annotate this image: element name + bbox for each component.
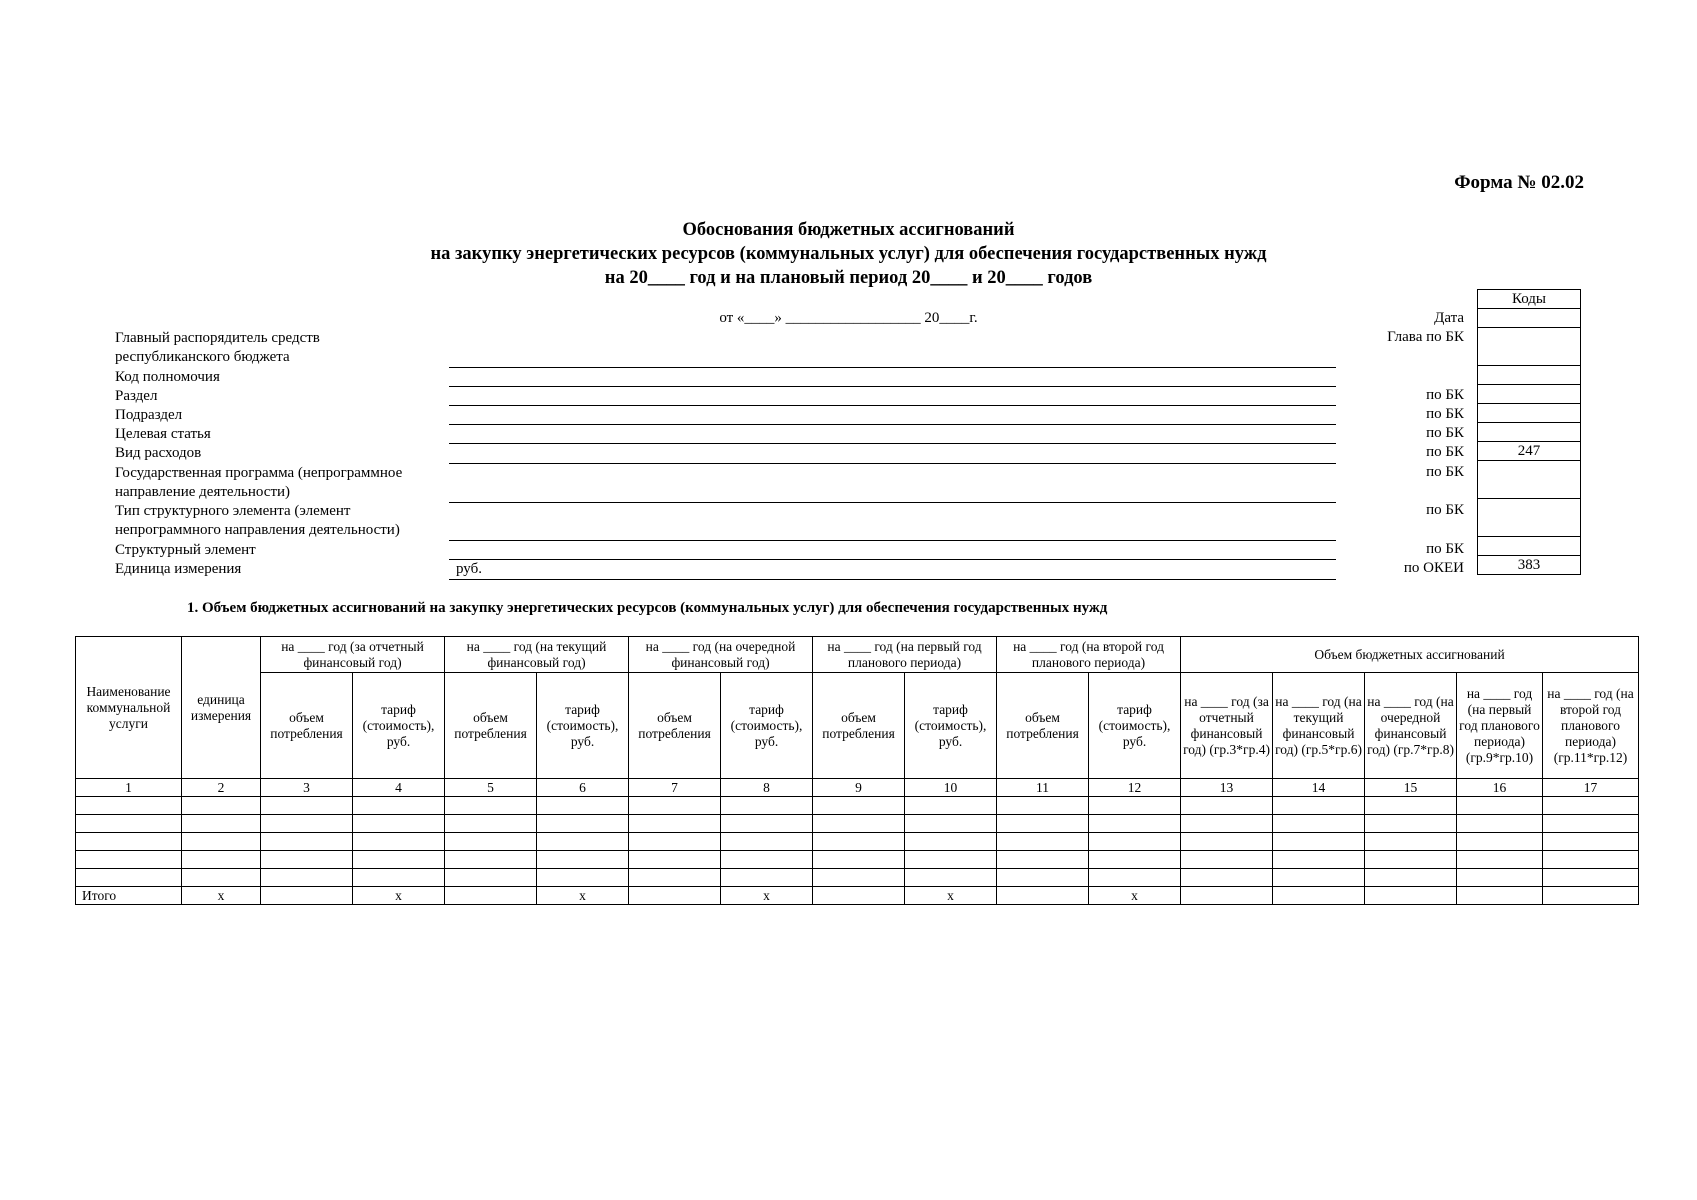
table-cell[interactable] bbox=[76, 851, 182, 869]
table-cell[interactable] bbox=[1543, 869, 1639, 887]
table-cell[interactable] bbox=[905, 869, 997, 887]
col-header-period-current: на ____ год (на текущий финансовый год) bbox=[445, 637, 629, 673]
col-number: 10 bbox=[905, 779, 997, 797]
table-cell[interactable] bbox=[1543, 851, 1639, 869]
table-cell[interactable] bbox=[1181, 833, 1273, 851]
x-mark: х bbox=[905, 887, 997, 905]
col-header-budget: Объем бюджетных ассигнований bbox=[1181, 637, 1639, 673]
col-header-budget-15: на ____ год (на очередной финансовый год) (гр.7*гр.8) bbox=[1365, 673, 1457, 779]
code-cell-structure-element[interactable] bbox=[1478, 537, 1581, 556]
col-number: 3 bbox=[261, 779, 353, 797]
table-cell[interactable] bbox=[1181, 851, 1273, 869]
col-header-period-plan-2: на ____ год (на второй год планового периода) bbox=[997, 637, 1181, 673]
table-cell[interactable] bbox=[1365, 851, 1457, 869]
col-header-volume-11: объем потребления bbox=[997, 673, 1089, 779]
header-row-1 bbox=[76, 637, 1639, 673]
x-mark: х bbox=[537, 887, 629, 905]
col-header-service-name: Наименование коммунальной услуги bbox=[76, 637, 182, 779]
field-label-expense-type: Вид расходов bbox=[115, 445, 202, 461]
field-line-section[interactable] bbox=[449, 405, 1336, 406]
table-cell[interactable] bbox=[261, 851, 353, 869]
table-cell[interactable] bbox=[537, 815, 629, 833]
col-header-tariff-10: тариф (стоимость), руб. bbox=[905, 673, 997, 779]
codes-table bbox=[1477, 289, 1581, 575]
table-cell[interactable] bbox=[1181, 815, 1273, 833]
table-cell[interactable] bbox=[1543, 887, 1639, 905]
field-label-main-manager: Главный распорядитель средств республиканского бюджета bbox=[115, 330, 320, 365]
col-number: 1 bbox=[76, 779, 182, 797]
field-line-expense-type[interactable] bbox=[449, 463, 1336, 464]
table-cell[interactable] bbox=[1543, 815, 1639, 833]
table-cell[interactable] bbox=[353, 851, 445, 869]
table-cell[interactable] bbox=[905, 851, 997, 869]
col-header-volume-5: объем потребления bbox=[445, 673, 537, 779]
table-cell[interactable] bbox=[721, 851, 813, 869]
table-cell[interactable] bbox=[1273, 797, 1365, 815]
allocations-table bbox=[75, 636, 1639, 905]
field-line-unit[interactable] bbox=[449, 579, 1336, 580]
col-header-volume-3: объем потребления bbox=[261, 673, 353, 779]
x-mark: х bbox=[721, 887, 813, 905]
table-cell[interactable] bbox=[1457, 851, 1543, 869]
table-cell[interactable] bbox=[1457, 869, 1543, 887]
table-cell[interactable] bbox=[905, 815, 997, 833]
codes-label-subsection: по БК bbox=[1426, 406, 1464, 422]
table-cell[interactable] bbox=[629, 833, 721, 851]
table-cell[interactable] bbox=[1089, 815, 1181, 833]
table-cell[interactable] bbox=[182, 833, 261, 851]
table-row bbox=[76, 797, 1639, 815]
table-cell[interactable] bbox=[813, 887, 905, 905]
table-cell[interactable] bbox=[537, 797, 629, 815]
table-row bbox=[76, 869, 1639, 887]
code-cell-subsection[interactable] bbox=[1478, 404, 1581, 423]
table-cell[interactable] bbox=[1457, 833, 1543, 851]
table-cell[interactable] bbox=[1181, 869, 1273, 887]
col-header-unit: единица измерения bbox=[182, 637, 261, 779]
column-numbers-row bbox=[76, 779, 1639, 797]
table-cell[interactable] bbox=[1273, 887, 1365, 905]
code-cell-date[interactable] bbox=[1478, 309, 1581, 328]
col-header-period-reporting: на ____ год (за отчетный финансовый год) bbox=[261, 637, 445, 673]
table-cell[interactable] bbox=[76, 797, 182, 815]
table-cell[interactable] bbox=[629, 815, 721, 833]
field-line-main-manager[interactable] bbox=[449, 367, 1336, 368]
table-cell[interactable] bbox=[353, 869, 445, 887]
table-cell[interactable] bbox=[445, 887, 537, 905]
table-cell[interactable] bbox=[261, 869, 353, 887]
table-cell[interactable] bbox=[905, 797, 997, 815]
codes-label-structure-type: по БК bbox=[1426, 502, 1464, 518]
codes-header: Коды bbox=[1478, 290, 1581, 309]
table-cell[interactable] bbox=[1457, 815, 1543, 833]
table-cell[interactable] bbox=[997, 869, 1089, 887]
table-cell[interactable] bbox=[1273, 833, 1365, 851]
col-number: 12 bbox=[1089, 779, 1181, 797]
code-cell-okei[interactable]: 383 bbox=[1478, 556, 1581, 575]
field-line-authority-code[interactable] bbox=[449, 386, 1336, 387]
table-cell[interactable] bbox=[629, 887, 721, 905]
table-cell[interactable] bbox=[445, 851, 537, 869]
table-cell[interactable] bbox=[261, 887, 353, 905]
section-title: 1. Объем бюджетных ассигнований на закупку энергетических ресурсов (коммунальных услуг) для обеспечения государственных нужд bbox=[187, 600, 1108, 616]
code-cell-structure-type[interactable] bbox=[1478, 499, 1581, 537]
codes-label-target-item: по БК bbox=[1426, 425, 1464, 441]
table-cell[interactable] bbox=[537, 851, 629, 869]
title-line-1: Обоснования бюджетных ассигнований bbox=[682, 220, 1015, 240]
codes-label-date: Дата bbox=[1434, 310, 1464, 326]
code-cell-head[interactable] bbox=[1478, 328, 1581, 366]
table-cell[interactable] bbox=[1273, 815, 1365, 833]
col-header-budget-17: на ____ год (на второй год планового периода) (гр.11*гр.12) bbox=[1543, 673, 1639, 779]
table-cell[interactable] bbox=[76, 869, 182, 887]
table-cell[interactable] bbox=[813, 869, 905, 887]
table-cell[interactable] bbox=[629, 869, 721, 887]
table-cell[interactable] bbox=[1089, 869, 1181, 887]
code-cell-expense-type[interactable]: 247 bbox=[1478, 442, 1581, 461]
field-label-structure-type: Тип структурного элемента (элемент непрограммного направления деятельности) bbox=[115, 503, 400, 538]
table-cell[interactable] bbox=[353, 815, 445, 833]
table-cell[interactable] bbox=[1089, 797, 1181, 815]
table-cell[interactable] bbox=[182, 815, 261, 833]
table-cell[interactable] bbox=[721, 869, 813, 887]
x-mark: х bbox=[1089, 887, 1181, 905]
field-line-target-item[interactable] bbox=[449, 443, 1336, 444]
form-number: Форма № 02.02 bbox=[1454, 172, 1584, 193]
header-row-2 bbox=[76, 673, 1639, 779]
field-label-authority-code: Код полномочия bbox=[115, 369, 220, 385]
table-cell[interactable] bbox=[1181, 797, 1273, 815]
table-cell[interactable] bbox=[721, 833, 813, 851]
table-cell[interactable] bbox=[1089, 851, 1181, 869]
codes-label-structure-element: по БК bbox=[1426, 541, 1464, 557]
table-cell[interactable] bbox=[1273, 869, 1365, 887]
table-row bbox=[76, 833, 1639, 851]
col-number: 17 bbox=[1543, 779, 1639, 797]
col-header-period-next: на ____ год (на очередной финансовый год) bbox=[629, 637, 813, 673]
table-cell[interactable] bbox=[182, 797, 261, 815]
table-cell[interactable] bbox=[813, 833, 905, 851]
col-number: 15 bbox=[1365, 779, 1457, 797]
table-cell[interactable] bbox=[76, 815, 182, 833]
table-cell[interactable] bbox=[261, 815, 353, 833]
table-cell[interactable] bbox=[629, 797, 721, 815]
col-number: 9 bbox=[813, 779, 905, 797]
col-header-volume-7: объем потребления bbox=[629, 673, 721, 779]
table-row bbox=[76, 851, 1639, 869]
table-cell[interactable] bbox=[261, 833, 353, 851]
table-cell[interactable] bbox=[997, 851, 1089, 869]
table-cell[interactable] bbox=[1273, 851, 1365, 869]
col-number: 6 bbox=[537, 779, 629, 797]
table-cell[interactable] bbox=[445, 797, 537, 815]
table-cell[interactable] bbox=[997, 797, 1089, 815]
table-cell[interactable] bbox=[261, 797, 353, 815]
code-cell-target-item[interactable] bbox=[1478, 423, 1581, 442]
table-cell[interactable] bbox=[182, 851, 261, 869]
table-cell[interactable] bbox=[721, 797, 813, 815]
table-cell[interactable] bbox=[629, 851, 721, 869]
col-number: 11 bbox=[997, 779, 1089, 797]
col-header-budget-14: на ____ год (на текущий финансовый год) (гр.5*гр.6) bbox=[1273, 673, 1365, 779]
field-label-subsection: Подраздел bbox=[115, 407, 183, 423]
table-cell[interactable] bbox=[997, 887, 1089, 905]
table-cell[interactable] bbox=[76, 833, 182, 851]
col-number: 13 bbox=[1181, 779, 1273, 797]
codes-label-section: по БК bbox=[1426, 387, 1464, 403]
col-header-budget-13: на ____ год (за отчетный финансовый год) (гр.3*гр.4) bbox=[1181, 673, 1273, 779]
table-cell[interactable] bbox=[813, 851, 905, 869]
col-header-tariff-12: тариф (стоимость), руб. bbox=[1089, 673, 1181, 779]
table-cell[interactable] bbox=[537, 869, 629, 887]
total-label: Итого bbox=[76, 887, 182, 905]
col-header-tariff-4: тариф (стоимость), руб. bbox=[353, 673, 445, 779]
col-header-volume-9: объем потребления bbox=[813, 673, 905, 779]
document-date: от «____» __________________ 20____г. bbox=[719, 310, 978, 326]
table-cell[interactable] bbox=[1457, 887, 1543, 905]
code-cell-authority[interactable] bbox=[1478, 366, 1581, 385]
field-label-structure-element: Структурный элемент bbox=[115, 542, 256, 558]
table-cell[interactable] bbox=[813, 815, 905, 833]
field-label-target-item: Целевая статья bbox=[115, 426, 211, 442]
table-cell[interactable] bbox=[1365, 887, 1457, 905]
codes-label-okei: по ОКЕИ bbox=[1403, 560, 1464, 576]
table-cell[interactable] bbox=[1365, 815, 1457, 833]
table-cell[interactable] bbox=[1543, 833, 1639, 851]
table-cell[interactable] bbox=[182, 869, 261, 887]
table-cell[interactable] bbox=[1365, 869, 1457, 887]
field-line-structure-type[interactable] bbox=[449, 540, 1336, 541]
table-cell[interactable] bbox=[997, 833, 1089, 851]
table-cell[interactable] bbox=[1365, 833, 1457, 851]
col-number: 14 bbox=[1273, 779, 1365, 797]
title-line-2: на закупку энергетических ресурсов (коммунальных услуг) для обеспечения государственных нужд bbox=[430, 244, 1267, 264]
codes-label-head: Глава по БК bbox=[1387, 329, 1464, 345]
table-cell[interactable] bbox=[813, 797, 905, 815]
x-mark: х bbox=[353, 887, 445, 905]
col-number: 2 bbox=[182, 779, 261, 797]
table-cell[interactable] bbox=[445, 815, 537, 833]
table-cell[interactable] bbox=[1181, 887, 1273, 905]
table-cell[interactable] bbox=[353, 797, 445, 815]
codes-label-state-program: по БК bbox=[1426, 464, 1464, 480]
table-cell[interactable] bbox=[1457, 797, 1543, 815]
table-cell[interactable] bbox=[721, 815, 813, 833]
table-cell[interactable] bbox=[537, 833, 629, 851]
table-row bbox=[76, 815, 1639, 833]
col-number: 5 bbox=[445, 779, 537, 797]
col-number: 4 bbox=[353, 779, 445, 797]
col-number: 8 bbox=[721, 779, 813, 797]
col-header-period-plan-1: на ____ год (на первый год планового периода) bbox=[813, 637, 997, 673]
table-cell[interactable] bbox=[445, 833, 537, 851]
field-value-unit: руб. bbox=[456, 561, 482, 577]
code-cell-state-program[interactable] bbox=[1478, 461, 1581, 499]
table-cell[interactable] bbox=[445, 869, 537, 887]
col-header-tariff-6: тариф (стоимость), руб. bbox=[537, 673, 629, 779]
field-label-state-program: Государственная программа (непрограммное направление деятельности) bbox=[115, 465, 403, 500]
col-header-budget-16: на ____ год (на первый год планового периода) (гр.9*гр.10) bbox=[1457, 673, 1543, 779]
col-header-tariff-8: тариф (стоимость), руб. bbox=[721, 673, 813, 779]
field-line-subsection[interactable] bbox=[449, 424, 1336, 425]
codes-label-expense-type: по БК bbox=[1426, 444, 1464, 460]
field-label-unit: Единица измерения bbox=[115, 561, 242, 577]
field-line-structure-element[interactable] bbox=[449, 559, 1336, 560]
table-cell[interactable] bbox=[1365, 797, 1457, 815]
col-number: 16 bbox=[1457, 779, 1543, 797]
x-mark: х bbox=[182, 887, 261, 905]
table-cell[interactable] bbox=[353, 833, 445, 851]
total-row bbox=[76, 887, 1639, 905]
title-line-3: на 20____ год и на плановый период 20____ и 20____ годов bbox=[604, 268, 1093, 288]
table-cell[interactable] bbox=[1543, 797, 1639, 815]
field-label-section: Раздел bbox=[115, 388, 158, 404]
table-cell[interactable] bbox=[905, 833, 997, 851]
table-cell[interactable] bbox=[997, 815, 1089, 833]
table-cell[interactable] bbox=[1089, 833, 1181, 851]
col-number: 7 bbox=[629, 779, 721, 797]
field-line-state-program[interactable] bbox=[449, 502, 1336, 503]
code-cell-section[interactable] bbox=[1478, 385, 1581, 404]
